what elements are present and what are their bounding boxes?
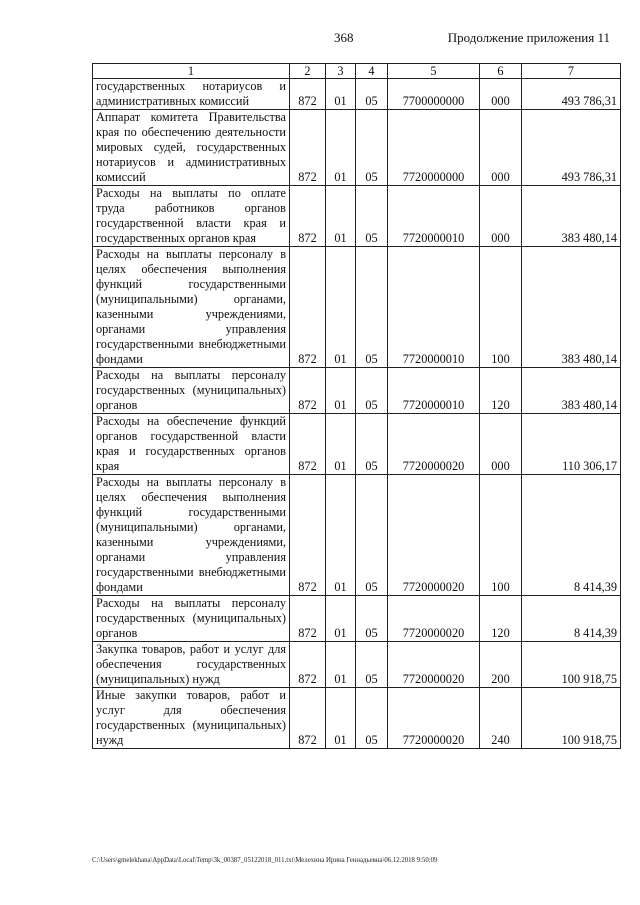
row-code-col2: 872 bbox=[290, 79, 326, 110]
row-description: Расходы на выплаты по оплате труда работников органов государственной власти края и государственных органов края bbox=[93, 186, 290, 247]
row-amount: 383 480,14 bbox=[522, 368, 621, 414]
row-code-col2: 872 bbox=[290, 110, 326, 186]
row-amount: 110 306,17 bbox=[522, 414, 621, 475]
row-code-col3: 01 bbox=[326, 642, 356, 688]
row-description: Закупка товаров, работ и услуг для обеспечения государственных (муниципальных) нужд bbox=[93, 642, 290, 688]
row-code-col4: 05 bbox=[356, 596, 388, 642]
row-code-col5: 7720000020 bbox=[388, 414, 480, 475]
column-header: 4 bbox=[356, 64, 388, 79]
row-code-col3: 01 bbox=[326, 688, 356, 749]
row-code-col4: 05 bbox=[356, 186, 388, 247]
row-code-col6: 000 bbox=[480, 110, 522, 186]
row-code-col5: 7720000010 bbox=[388, 247, 480, 368]
row-code-col5: 7720000010 bbox=[388, 186, 480, 247]
row-code-col6: 120 bbox=[480, 368, 522, 414]
table-body bbox=[93, 79, 621, 749]
row-description: государственных нотариусов и административных комиссий bbox=[93, 79, 290, 110]
row-code-col4: 05 bbox=[356, 688, 388, 749]
row-code-col2: 872 bbox=[290, 475, 326, 596]
row-code-col3: 01 bbox=[326, 110, 356, 186]
row-code-col3: 01 bbox=[326, 596, 356, 642]
row-code-col2: 872 bbox=[290, 688, 326, 749]
row-code-col6: 240 bbox=[480, 688, 522, 749]
row-code-col6: 100 bbox=[480, 247, 522, 368]
row-amount: 383 480,14 bbox=[522, 186, 621, 247]
table-row bbox=[93, 596, 621, 642]
table-row bbox=[93, 475, 621, 596]
table-row bbox=[93, 368, 621, 414]
row-code-col2: 872 bbox=[290, 642, 326, 688]
column-header: 3 bbox=[326, 64, 356, 79]
row-code-col6: 000 bbox=[480, 186, 522, 247]
row-code-col5: 7720000020 bbox=[388, 475, 480, 596]
page-number: 368 bbox=[334, 30, 354, 45]
row-code-col3: 01 bbox=[326, 247, 356, 368]
table-row bbox=[93, 642, 621, 688]
appendix-note: Продолжение приложения 11 bbox=[447, 30, 610, 45]
row-code-col4: 05 bbox=[356, 368, 388, 414]
column-header: 6 bbox=[480, 64, 522, 79]
row-code-col4: 05 bbox=[356, 247, 388, 368]
row-description: Расходы на обеспечение функций органов государственной власти края и государственных органов края bbox=[93, 414, 290, 475]
row-code-col6: 000 bbox=[480, 414, 522, 475]
table-row bbox=[93, 688, 621, 749]
column-header: 7 bbox=[522, 64, 621, 79]
row-description: Расходы на выплаты персоналу государственных (муниципальных) органов bbox=[93, 596, 290, 642]
row-code-col3: 01 bbox=[326, 368, 356, 414]
column-header: 2 bbox=[290, 64, 326, 79]
row-code-col3: 01 bbox=[326, 475, 356, 596]
row-code-col5: 7720000020 bbox=[388, 642, 480, 688]
row-amount: 493 786,31 bbox=[522, 79, 621, 110]
row-amount: 8 414,39 bbox=[522, 475, 621, 596]
row-code-col6: 200 bbox=[480, 642, 522, 688]
row-code-col5: 7700000000 bbox=[388, 79, 480, 110]
row-amount: 383 480,14 bbox=[522, 247, 621, 368]
table-row bbox=[93, 110, 621, 186]
table-header-row bbox=[93, 64, 621, 79]
table-header bbox=[93, 64, 621, 79]
row-amount: 100 918,75 bbox=[522, 688, 621, 749]
row-code-col2: 872 bbox=[290, 186, 326, 247]
row-code-col2: 872 bbox=[290, 414, 326, 475]
budget-table bbox=[92, 63, 621, 749]
table-row bbox=[93, 79, 621, 110]
row-code-col3: 01 bbox=[326, 186, 356, 247]
row-code-col6: 100 bbox=[480, 475, 522, 596]
row-code-col6: 120 bbox=[480, 596, 522, 642]
column-header: 5 bbox=[388, 64, 480, 79]
footer-file-path: C:\Users\gmelekhana\AppData\Local\Temp\3k_00387_05122018_011.txt\Мелехина Ирина Геннадьевна\06.12.2018 9:50:09 bbox=[92, 857, 438, 864]
row-description: Расходы на выплаты персоналу государственных (муниципальных) органов bbox=[93, 368, 290, 414]
table-row bbox=[93, 186, 621, 247]
row-amount: 8 414,39 bbox=[522, 596, 621, 642]
row-description: Расходы на выплаты персоналу в целях обеспечения выполнения функций государственными (муниципальными) органами, казенными учреждениями, органами управления государственными внебюджетными фондами bbox=[93, 475, 290, 596]
column-header: 1 bbox=[93, 64, 290, 79]
row-code-col5: 7720000020 bbox=[388, 688, 480, 749]
row-code-col4: 05 bbox=[356, 475, 388, 596]
row-code-col4: 05 bbox=[356, 642, 388, 688]
row-description: Иные закупки товаров, работ и услуг для обеспечения государственных (муниципальных) нужд bbox=[93, 688, 290, 749]
row-code-col2: 872 bbox=[290, 368, 326, 414]
row-amount: 493 786,31 bbox=[522, 110, 621, 186]
row-code-col4: 05 bbox=[356, 414, 388, 475]
row-description: Расходы на выплаты персоналу в целях обеспечения выполнения функций государственными (муниципальными) органами, казенными учреждениями, органами управления государственными внебюджетными фондами bbox=[93, 247, 290, 368]
row-code-col4: 05 bbox=[356, 110, 388, 186]
table-row bbox=[93, 247, 621, 368]
row-code-col5: 7720000020 bbox=[388, 596, 480, 642]
row-code-col3: 01 bbox=[326, 79, 356, 110]
row-code-col2: 872 bbox=[290, 247, 326, 368]
row-code-col2: 872 bbox=[290, 596, 326, 642]
row-code-col5: 7720000010 bbox=[388, 368, 480, 414]
row-code-col3: 01 bbox=[326, 414, 356, 475]
row-code-col5: 7720000000 bbox=[388, 110, 480, 186]
row-code-col6: 000 bbox=[480, 79, 522, 110]
table-row bbox=[93, 414, 621, 475]
row-amount: 100 918,75 bbox=[522, 642, 621, 688]
row-description: Аппарат комитета Правительства края по обеспечению деятельности мировых судей, государственных нотариусов и административных комиссий bbox=[93, 110, 290, 186]
row-code-col4: 05 bbox=[356, 79, 388, 110]
